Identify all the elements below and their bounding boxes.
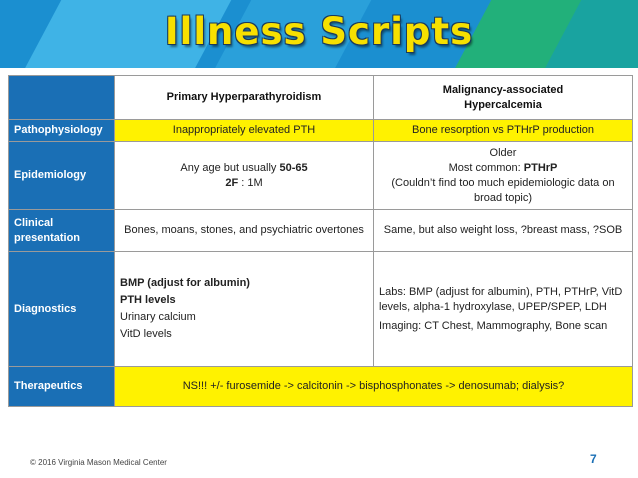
epidemiology-age-line <box>120 161 368 176</box>
row-diagnostics <box>9 252 633 367</box>
row-label-diagnostics: Diagnostics <box>9 252 115 367</box>
epidemiology-most-common-line <box>379 161 627 176</box>
diagnostics-malignancy <box>374 252 633 367</box>
row-label-epidemiology: Epidemiology <box>9 142 115 210</box>
pathophysiology-primary: Inappropriately elevated PTH <box>115 120 374 142</box>
epidemiology-sex-female: 2F <box>225 176 239 189</box>
epidemiology-age-text: Any age but usually <box>180 161 280 174</box>
epidemiology-sex-line <box>120 176 368 191</box>
diagnostics-malignancy-imaging: Imaging: CT Chest, Mammography, Bone scan <box>379 319 608 332</box>
col-header-line1: Malignancy-associated <box>442 83 564 96</box>
col-header-line2: Hypercalcemia <box>464 98 542 111</box>
diagnostics-primary-item: Urinary calcium <box>120 311 196 323</box>
row-epidemiology <box>9 142 633 210</box>
diagnostics-primary <box>115 252 374 367</box>
row-label-clinical-presentation <box>9 210 115 252</box>
copyright-footer: © 2016 Virginia Mason Medical Center <box>30 458 167 467</box>
diagnostics-malignancy-labs: Labs: BMP (adjust for albumin), PTH, PTHrP, VitD levels, alpha-1 hydroxylase, UPEP/SPEP, LDH <box>379 285 623 313</box>
diagnostics-primary-item: BMP (adjust for albumin) <box>120 277 250 289</box>
therapeutics-text: NS!!! +/- furosemide -> calcitonin -> bisphosphonates -> denosumab; dialysis? <box>115 367 633 407</box>
epidemiology-most-common-text: Most common: <box>448 161 524 174</box>
row-clinical-presentation <box>9 210 633 252</box>
row-therapeutics <box>9 367 633 407</box>
slide-title: Illness Scripts <box>164 10 474 53</box>
corner-cell <box>9 76 115 120</box>
epidemiology-malignancy <box>374 142 633 210</box>
diagnostics-primary-item: PTH levels <box>120 294 176 306</box>
epidemiology-primary <box>115 142 374 210</box>
col-header-primary-hyperparathyroidism: Primary Hyperparathyroidism <box>115 76 374 120</box>
pathophysiology-malignancy: Bone resorption vs PTHrP production <box>374 120 633 142</box>
row-label-clinical-line2: presentation <box>14 231 81 244</box>
epidemiology-older: Older <box>489 146 517 159</box>
clinical-malignancy: Same, but also weight loss, ?breast mass, ?SOB <box>374 210 633 252</box>
illness-scripts-table <box>8 75 633 407</box>
epidemiology-sex-male: : 1M <box>238 176 263 189</box>
clinical-primary: Bones, moans, stones, and psychiatric overtones <box>115 210 374 252</box>
epidemiology-note: (Couldn’t find too much epidemiologic data on broad topic) <box>391 176 615 204</box>
epidemiology-pthrp: PTHrP <box>523 161 558 174</box>
row-pathophysiology <box>9 120 633 142</box>
page-number: 7 <box>590 452 597 466</box>
header-row <box>9 76 633 120</box>
row-label-therapeutics: Therapeutics <box>9 367 115 407</box>
row-label-clinical-line1: Clinical <box>14 216 54 229</box>
diagnostics-primary-item: VitD levels <box>120 328 172 340</box>
title-banner <box>0 0 638 68</box>
col-header-malignancy-hypercalcemia <box>374 76 633 120</box>
epidemiology-age-range: 50-65 <box>279 161 308 174</box>
row-label-pathophysiology: Pathophysiology <box>9 120 115 142</box>
